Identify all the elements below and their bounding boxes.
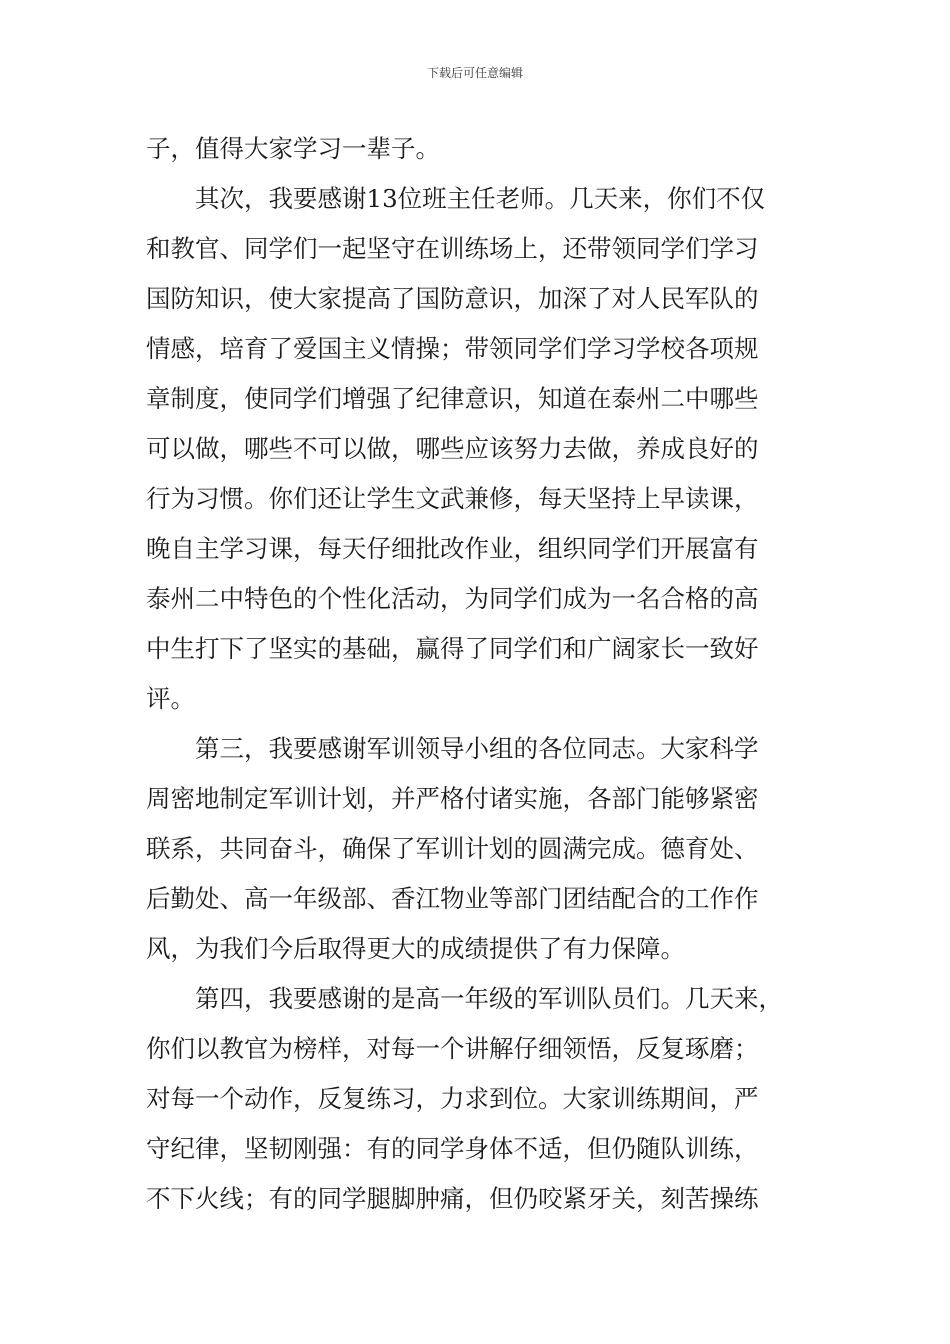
text-line: 风，为我们今后取得更大的成绩提供了有力保障。 xyxy=(146,934,685,963)
text-line: 你们以教官为榜样，对每一个讲解仔细领悟，反复琢磨； xyxy=(146,1034,759,1063)
text-line: 其次，我要感谢13位班主任老师。几天来，你们不仅 xyxy=(195,184,766,213)
text-line: 和教官、同学们一起坚守在训练场上，还带领同学们学习 xyxy=(146,234,759,263)
text-line: 章制度，使同学们增强了纪律意识，知道在泰州二中哪些 xyxy=(146,384,759,413)
text-line: 国防知识，使大家提高了国防意识，加深了对人民军队的 xyxy=(146,284,759,313)
text-line: 不下火线；有的同学腿脚肿痛，但仍咬紧牙关，刻苦操练 xyxy=(146,1184,759,1213)
text-line: 联系，共同奋斗，确保了军训计划的圆满完成。德育处、 xyxy=(146,834,759,863)
text-line: 可以做，哪些不可以做，哪些应该努力去做，养成良好的 xyxy=(146,434,759,463)
text-line: 晚自主学习课，每天仔细批改作业，组织同学们开展富有 xyxy=(146,534,759,563)
text-line: 后勤处、高一年级部、香江物业等部门团结配合的工作作 xyxy=(146,884,759,913)
text-line: 情感，培育了爱国主义情操；带领同学们学习学校各项规 xyxy=(146,334,759,363)
text-line: 行为习惯。你们还让学生文武兼修，每天坚持上早读课， xyxy=(146,484,759,513)
text-line: 第三，我要感谢军训领导小组的各位同志。大家科学 xyxy=(195,734,759,763)
text-line: 中生打下了坚实的基础，赢得了同学们和广阔家长一致好 xyxy=(146,634,759,663)
text-line: 周密地制定军训计划，并严格付诸实施，各部门能够紧密 xyxy=(146,784,759,813)
text-line: 对每一个动作，反复练习，力求到位。大家训练期间，严 xyxy=(146,1084,759,1113)
text-line: 守纪律，坚韧刚强：有的同学身体不适，但仍随队训练， xyxy=(146,1134,759,1163)
text-line: 泰州二中特色的个性化活动，为同学们成为一名合格的高 xyxy=(146,584,759,613)
page-header: 下载后可任意编辑 xyxy=(426,66,523,80)
text-line: 子，值得大家学习一辈子。 xyxy=(146,134,440,163)
text-line: 评。 xyxy=(146,684,195,713)
text-line: 第四，我要感谢的是高一年级的军训队员们。几天来， xyxy=(195,984,783,1013)
